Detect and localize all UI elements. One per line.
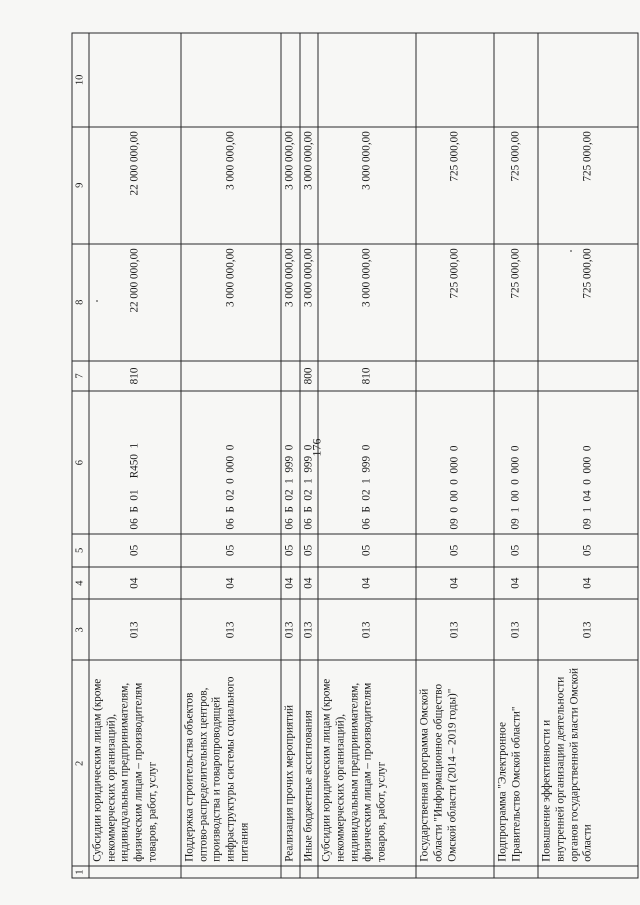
expense-type-cell xyxy=(494,361,538,391)
amount-cell xyxy=(281,33,300,127)
target-article-cell: 09 1 04 0 000 0 xyxy=(538,391,638,534)
header-cell: 2 xyxy=(72,660,89,866)
row-name-cell: Субсидии юридическим лицам (кроме некоммерческих организаций), индивидуальным предпринимателям, физическим лицам – производителям товаров, работ, услуг xyxy=(318,660,416,866)
scan-speck xyxy=(96,300,98,302)
code-cell: 013 xyxy=(538,599,638,660)
row-number-cell xyxy=(416,866,494,878)
scan-speck xyxy=(570,250,572,252)
amount-cell xyxy=(89,33,181,127)
section-cell: 04 xyxy=(318,567,416,600)
row-name-cell: Государственная программа Омской области "Информационное общество Омской области (2014 – 2019 годы)" xyxy=(416,660,494,866)
target-article-cell: 06 Б 02 0 000 0 xyxy=(181,391,281,534)
row-name-cell: Реализация прочих мероприятий xyxy=(281,660,300,866)
amount-cell xyxy=(538,33,638,127)
budget-table-frame xyxy=(72,33,599,879)
target-article-cell: 06 Б 02 1 999 0 xyxy=(318,391,416,534)
amount-cell: 725 000,00 xyxy=(494,127,538,244)
header-cell: 1 xyxy=(72,866,89,878)
code-cell: 013 xyxy=(89,599,181,660)
code-cell: 013 xyxy=(281,599,300,660)
amount-cell: 3 000 000,00 xyxy=(181,244,281,361)
table-row xyxy=(494,33,538,878)
target-article-cell: 06 Б 02 1 999 0 xyxy=(300,391,319,534)
target-article-cell: 09 1 00 0 000 0 xyxy=(494,391,538,534)
table-row xyxy=(538,33,638,878)
row-number-cell xyxy=(89,866,181,878)
expense-type-cell: 800 xyxy=(300,361,319,391)
table-row xyxy=(300,33,319,878)
amount-cell xyxy=(300,33,319,127)
target-article-cell: 06 Б 01 R450 1 xyxy=(89,391,181,534)
section-cell: 04 xyxy=(300,567,319,600)
row-name-cell: Повышение эффективности и внутренней организации деятельности органов государственной власти Омской области xyxy=(538,660,638,866)
row-name-cell: Субсидии юридическим лицам (кроме некоммерческих организаций), индивидуальным предпринимателям, физическим лицам – производителям товаров, работ, услуг xyxy=(89,660,181,866)
header-cell: 8 xyxy=(72,244,89,361)
row-number-cell xyxy=(318,866,416,878)
amount-cell: 22 000 000,00 xyxy=(89,127,181,244)
expense-type-cell xyxy=(181,361,281,391)
amount-cell: 725 000,00 xyxy=(416,127,494,244)
expense-type-cell: 810 xyxy=(89,361,181,391)
amount-cell: 22 000 000,00 xyxy=(89,244,181,361)
amount-cell: 3 000 000,00 xyxy=(300,244,319,361)
section-cell: 04 xyxy=(538,567,638,600)
subsection-cell: 05 xyxy=(318,534,416,567)
table-row xyxy=(318,33,416,878)
subsection-cell: 05 xyxy=(416,534,494,567)
scan-speck xyxy=(236,842,238,844)
row-name-cell: Иные бюджетные ассигнования xyxy=(300,660,319,866)
row-number-cell xyxy=(300,866,319,878)
row-name-cell: Поддержка строительства объектов оптово-распределительных центров, производства и товаропроводящей инфраструктуры системы социального питания xyxy=(181,660,281,866)
header-cell: 10 xyxy=(72,33,89,127)
amount-cell: 3 000 000,00 xyxy=(181,127,281,244)
expense-type-cell: 810 xyxy=(318,361,416,391)
amount-cell: 3 000 000,00 xyxy=(281,244,300,361)
amount-cell: 725 000,00 xyxy=(538,127,638,244)
header-cell: 5 xyxy=(72,534,89,567)
row-name-cell: Подпрограмма "Электронное Правительство Омской области" xyxy=(494,660,538,866)
subsection-cell: 05 xyxy=(494,534,538,567)
target-article-cell: 09 0 00 0 000 0 xyxy=(416,391,494,534)
code-cell: 013 xyxy=(318,599,416,660)
expense-type-cell xyxy=(416,361,494,391)
row-number-cell xyxy=(181,866,281,878)
table-row xyxy=(281,33,300,878)
amount-cell: 3 000 000,00 xyxy=(281,127,300,244)
code-cell: 013 xyxy=(181,599,281,660)
subsection-cell: 05 xyxy=(181,534,281,567)
header-cell: 7 xyxy=(72,361,89,391)
amount-cell: 725 000,00 xyxy=(538,244,638,361)
subsection-cell: 05 xyxy=(281,534,300,567)
subsection-cell: 05 xyxy=(89,534,181,567)
amount-cell: 725 000,00 xyxy=(416,244,494,361)
table-row xyxy=(89,33,181,878)
page-number: 176 xyxy=(309,438,324,457)
subsection-cell: 05 xyxy=(538,534,638,567)
target-article-cell: 06 Б 02 1 999 0 xyxy=(281,391,300,534)
section-cell: 04 xyxy=(281,567,300,600)
table-header-row xyxy=(72,33,89,878)
budget-table xyxy=(72,33,639,879)
section-cell: 04 xyxy=(416,567,494,600)
row-number-cell xyxy=(281,866,300,878)
amount-cell: 725 000,00 xyxy=(494,244,538,361)
header-cell: 9 xyxy=(72,127,89,244)
amount-cell xyxy=(181,33,281,127)
expense-type-cell xyxy=(538,361,638,391)
header-cell: 3 xyxy=(72,599,89,660)
header-cell: 6 xyxy=(72,391,89,534)
section-cell: 04 xyxy=(494,567,538,600)
subsection-cell: 05 xyxy=(300,534,319,567)
code-cell: 013 xyxy=(300,599,319,660)
amount-cell: 3 000 000,00 xyxy=(300,127,319,244)
expense-type-cell xyxy=(281,361,300,391)
code-cell: 013 xyxy=(494,599,538,660)
section-cell: 04 xyxy=(181,567,281,600)
row-number-cell xyxy=(494,866,538,878)
table-row xyxy=(416,33,494,878)
section-cell: 04 xyxy=(89,567,181,600)
amount-cell: 3 000 000,00 xyxy=(318,244,416,361)
header-cell: 4 xyxy=(72,567,89,600)
amount-cell xyxy=(318,33,416,127)
table-row xyxy=(181,33,281,878)
amount-cell xyxy=(494,33,538,127)
amount-cell xyxy=(416,33,494,127)
amount-cell: 3 000 000,00 xyxy=(318,127,416,244)
code-cell: 013 xyxy=(416,599,494,660)
row-number-cell xyxy=(538,866,638,878)
